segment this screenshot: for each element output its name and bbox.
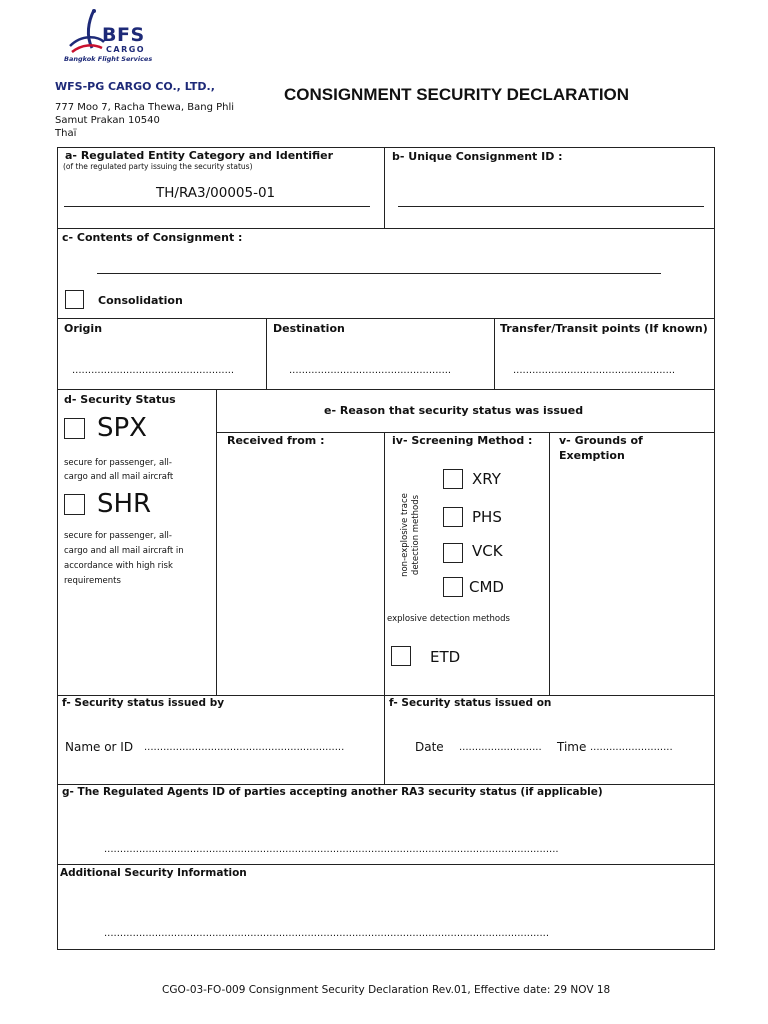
transit-label: Transfer/Transit points (If known) <box>500 322 708 335</box>
rule <box>57 228 715 229</box>
rule <box>266 318 267 390</box>
rule <box>494 318 495 390</box>
grounds-label-2: Exemption <box>559 449 625 462</box>
consignment-id-field[interactable] <box>398 206 704 207</box>
section-a-label: a- Regulated Entity Category and Identifier <box>65 149 334 162</box>
consolidation-label: Consolidation <box>98 294 183 307</box>
rule <box>384 432 385 696</box>
received-from-label: Received from : <box>227 434 325 447</box>
phs-checkbox[interactable] <box>443 507 463 527</box>
page-title: CONSIGNMENT SECURITY DECLARATION <box>284 85 630 104</box>
transit-field[interactable]: ................................................... <box>513 365 676 376</box>
non-explosive-label-1: non-explosive trace <box>400 493 410 577</box>
spx-code: SPX <box>97 413 147 443</box>
section-a-sublabel: (of the regulated party issuing the security status) <box>63 162 253 171</box>
vck-checkbox[interactable] <box>443 543 463 563</box>
section-g-label: g- The Regulated Agents ID of parties accepting another RA3 security status (if applicable) <box>62 786 603 798</box>
company-address-3: Thaï <box>55 128 77 139</box>
shr-desc-2: cargo and all mail aircraft in <box>64 546 184 556</box>
logo-sub: CARGO <box>106 45 146 54</box>
additional-field[interactable]: ............................................................................................................................................ <box>104 928 550 939</box>
shr-checkbox[interactable] <box>64 494 85 515</box>
issued-on-label: f- Security status issued on <box>389 697 552 709</box>
name-id-field[interactable]: ............................................................... <box>144 742 345 753</box>
spx-desc-2: cargo and all mail aircraft <box>64 472 174 482</box>
time-label: Time <box>557 740 587 754</box>
section-b-label: b- Unique Consignment ID : <box>392 150 563 163</box>
section-e-label: e- Reason that security status was issued <box>324 404 584 417</box>
non-explosive-label-2: detection methods <box>411 494 421 576</box>
additional-label: Additional Security Information <box>60 867 247 879</box>
shr-code: SHR <box>97 489 152 519</box>
company-logo <box>64 8 164 68</box>
company-name: WFS-PG CARGO CO., LTD., <box>55 80 215 93</box>
rule <box>57 318 715 319</box>
rule <box>57 389 715 390</box>
cmd-checkbox[interactable] <box>443 577 463 597</box>
rule <box>57 784 715 785</box>
destination-field[interactable]: ................................................... <box>289 365 452 376</box>
phs-label: PHS <box>472 508 502 526</box>
logo-tagline: Bangkok Flight Services <box>64 55 153 63</box>
rule <box>57 864 715 865</box>
origin-label: Origin <box>64 322 103 335</box>
origin-field[interactable]: ................................................... <box>72 365 235 376</box>
name-id-label: Name or ID <box>65 740 134 754</box>
cmd-label: CMD <box>469 578 504 596</box>
footer-reference: CGO-03-FO-009 Consignment Security Declaration Rev.01, Effective date: 29 NOV 18 <box>162 984 611 996</box>
shr-desc-4: requirements <box>64 576 121 586</box>
rule <box>57 695 715 696</box>
consolidation-checkbox[interactable] <box>65 290 84 309</box>
issued-by-label: f- Security status issued by <box>62 697 225 709</box>
rule <box>216 432 715 433</box>
destination-label: Destination <box>273 322 345 335</box>
xry-checkbox[interactable] <box>443 469 463 489</box>
non-explosive-label <box>400 475 424 595</box>
screening-method-label: iv- Screening Method : <box>392 434 533 447</box>
regulated-entity-field-line <box>64 206 370 207</box>
etd-checkbox[interactable] <box>391 646 411 666</box>
etd-label: ETD <box>430 648 461 666</box>
rule <box>384 147 385 229</box>
section-c-label: c- Contents of Consignment : <box>62 231 243 244</box>
logo-brand: BFS <box>102 24 145 46</box>
company-address-1: 777 Moo 7, Racha Thewa, Bang Phli <box>55 102 235 113</box>
spx-checkbox[interactable] <box>64 418 85 439</box>
date-label: Date <box>415 740 444 754</box>
rule <box>216 389 217 696</box>
time-field[interactable]: .......................... <box>590 742 673 753</box>
section-d-label: d- Security Status <box>64 393 176 406</box>
section-g-field[interactable]: ............................................................................................................................................... <box>104 844 559 855</box>
rule <box>384 695 385 785</box>
vck-label: VCK <box>472 542 503 560</box>
shr-desc-3: accordance with high risk <box>64 561 173 571</box>
grounds-label-1: v- Grounds of <box>559 434 643 447</box>
spx-desc-1: secure for passenger, all- <box>64 458 172 468</box>
company-address-2: Samut Prakan 10540 <box>55 115 160 126</box>
regulated-entity-id[interactable]: TH/RA3/00005-01 <box>156 185 276 201</box>
contents-field[interactable] <box>97 273 661 274</box>
rule <box>549 432 550 696</box>
xry-label: XRY <box>472 470 501 488</box>
explosive-label: explosive detection methods <box>387 614 510 624</box>
date-field[interactable]: .......................... <box>459 742 542 753</box>
shr-desc-1: secure for passenger, all- <box>64 531 172 541</box>
